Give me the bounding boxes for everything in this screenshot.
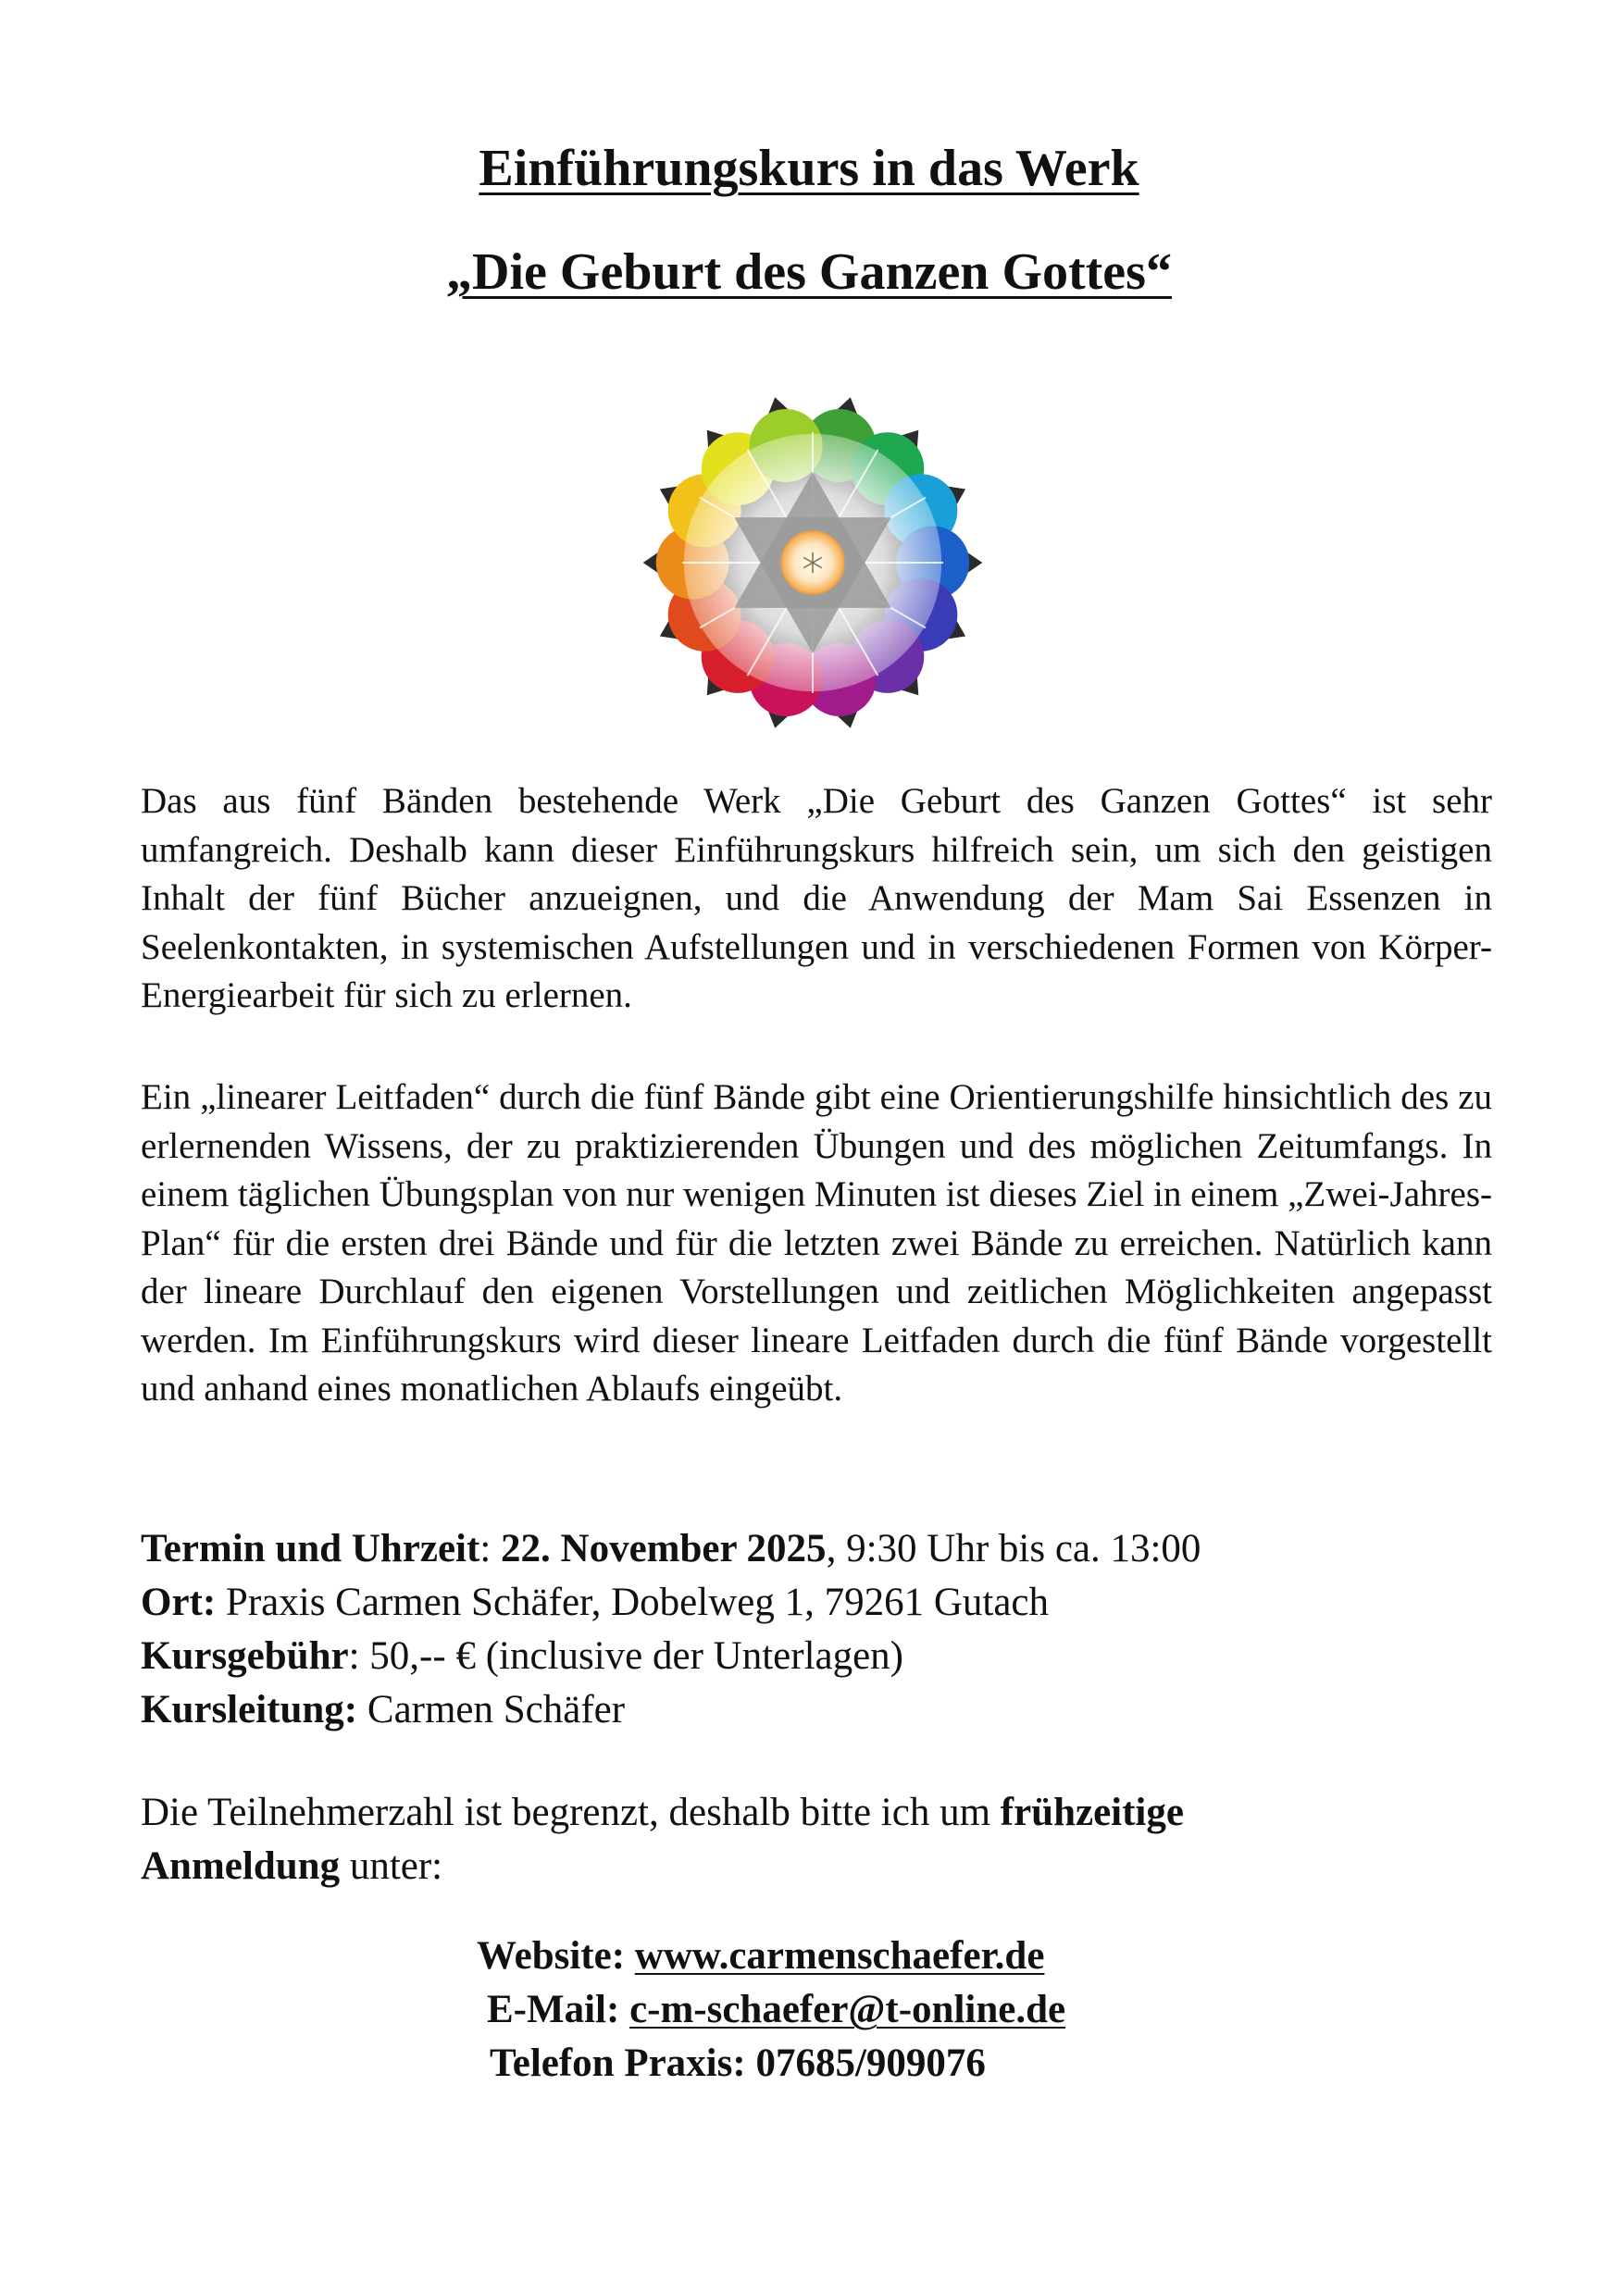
ort-row	[141, 1576, 1492, 1630]
registration-bold-2: Anmeldung	[141, 1844, 341, 1888]
registration-text-start: Die Teilnehmerzahl ist begrenzt, deshalb bitte ich um	[141, 1791, 1001, 1834]
phone-label: Telefon Praxis:	[490, 2042, 756, 2085]
website-link[interactable]: www.carmenschaefer.de	[634, 1934, 1045, 1978]
course-details	[141, 1522, 1492, 1737]
website-label: Website:	[477, 1934, 635, 1978]
contact-email-row	[487, 1983, 1065, 2037]
email-link[interactable]: c-m-schaefer@t-online.de	[629, 1988, 1066, 2031]
gebuehr-row	[141, 1630, 1492, 1683]
ort-label: Ort:	[141, 1581, 217, 1624]
contact-phone-row	[490, 2037, 986, 2091]
email-label: E-Mail:	[487, 1988, 630, 2031]
leitung-value: Carmen Schäfer	[357, 1688, 626, 1731]
termin-date: 22. November 2025	[501, 1527, 827, 1570]
termin-label: Termin und Uhrzeit	[141, 1527, 480, 1570]
guide-paragraph: Ein „linearer Leitfaden“ durch die fünf Bände gibt eine Orientierungshilfe hinsichtlich des zu erlernenden Wissens, der zu praktizierenden Übungen und des möglichen Zeitumfangs. In einem täglichen Übungsplan von nur wenigen Minuten ist dieses Ziel in einem „Zwei-Jahres-Plan“ für die ersten drei Bände und für die letzten zwei Bände zu erreichen. Natürlich kann der lineare Durchlauf den eigenen Vorstellungen und zeitlichen Möglichkeiten angepasst werden. Im Einführungskurs wird dieser lineare Leitfaden durch die fünf Bände vorgestellt und anhand eines monatlichen Ablaufs eingeübt.	[141, 1077, 1492, 1409]
intro-paragraph: Das aus fünf Bänden bestehende Werk „Die Geburt des Ganzen Gottes“ ist sehr umfangreich. Deshalb kann dieser Einführungskurs hilfreich sein, um sich den geistigen Inhalt der fünf Bücher anzueignen, und die Anwendung der Mam Sai Essenzen in Seelenkontakten, in systemischen Aufstellungen und in verschiedenen Formen von Körper-Energiearbeit für sich zu erlernen.	[141, 781, 1492, 1015]
termin-row	[141, 1522, 1492, 1576]
mandala-star-icon	[639, 389, 987, 737]
title-line-1: Einführungskurs in das Werk	[479, 140, 1139, 197]
termin-time: , 9:30 Uhr bis ca. 13:00	[826, 1527, 1201, 1570]
gebuehr-label: Kursgebühr	[141, 1634, 349, 1678]
title-line-2: „Die Geburt des Ganzen Gottes“	[446, 243, 1172, 301]
contact-website-row	[477, 1930, 1044, 1983]
registration-text-end: unter:	[340, 1844, 443, 1888]
ort-value: Praxis Carmen Schäfer, Dobelweg 1, 79261 Gutach	[216, 1581, 1050, 1624]
leitung-row	[141, 1683, 1492, 1737]
termin-separator: :	[479, 1527, 502, 1570]
leitung-label: Kursleitung:	[141, 1688, 358, 1731]
registration-note	[141, 1786, 1492, 1893]
phone-number: 07685/909076	[755, 2042, 986, 2085]
registration-bold-1: frühzeitige	[1000, 1791, 1184, 1834]
gebuehr-value: : 50,-- € (inclusive der Unterlagen)	[348, 1634, 904, 1678]
